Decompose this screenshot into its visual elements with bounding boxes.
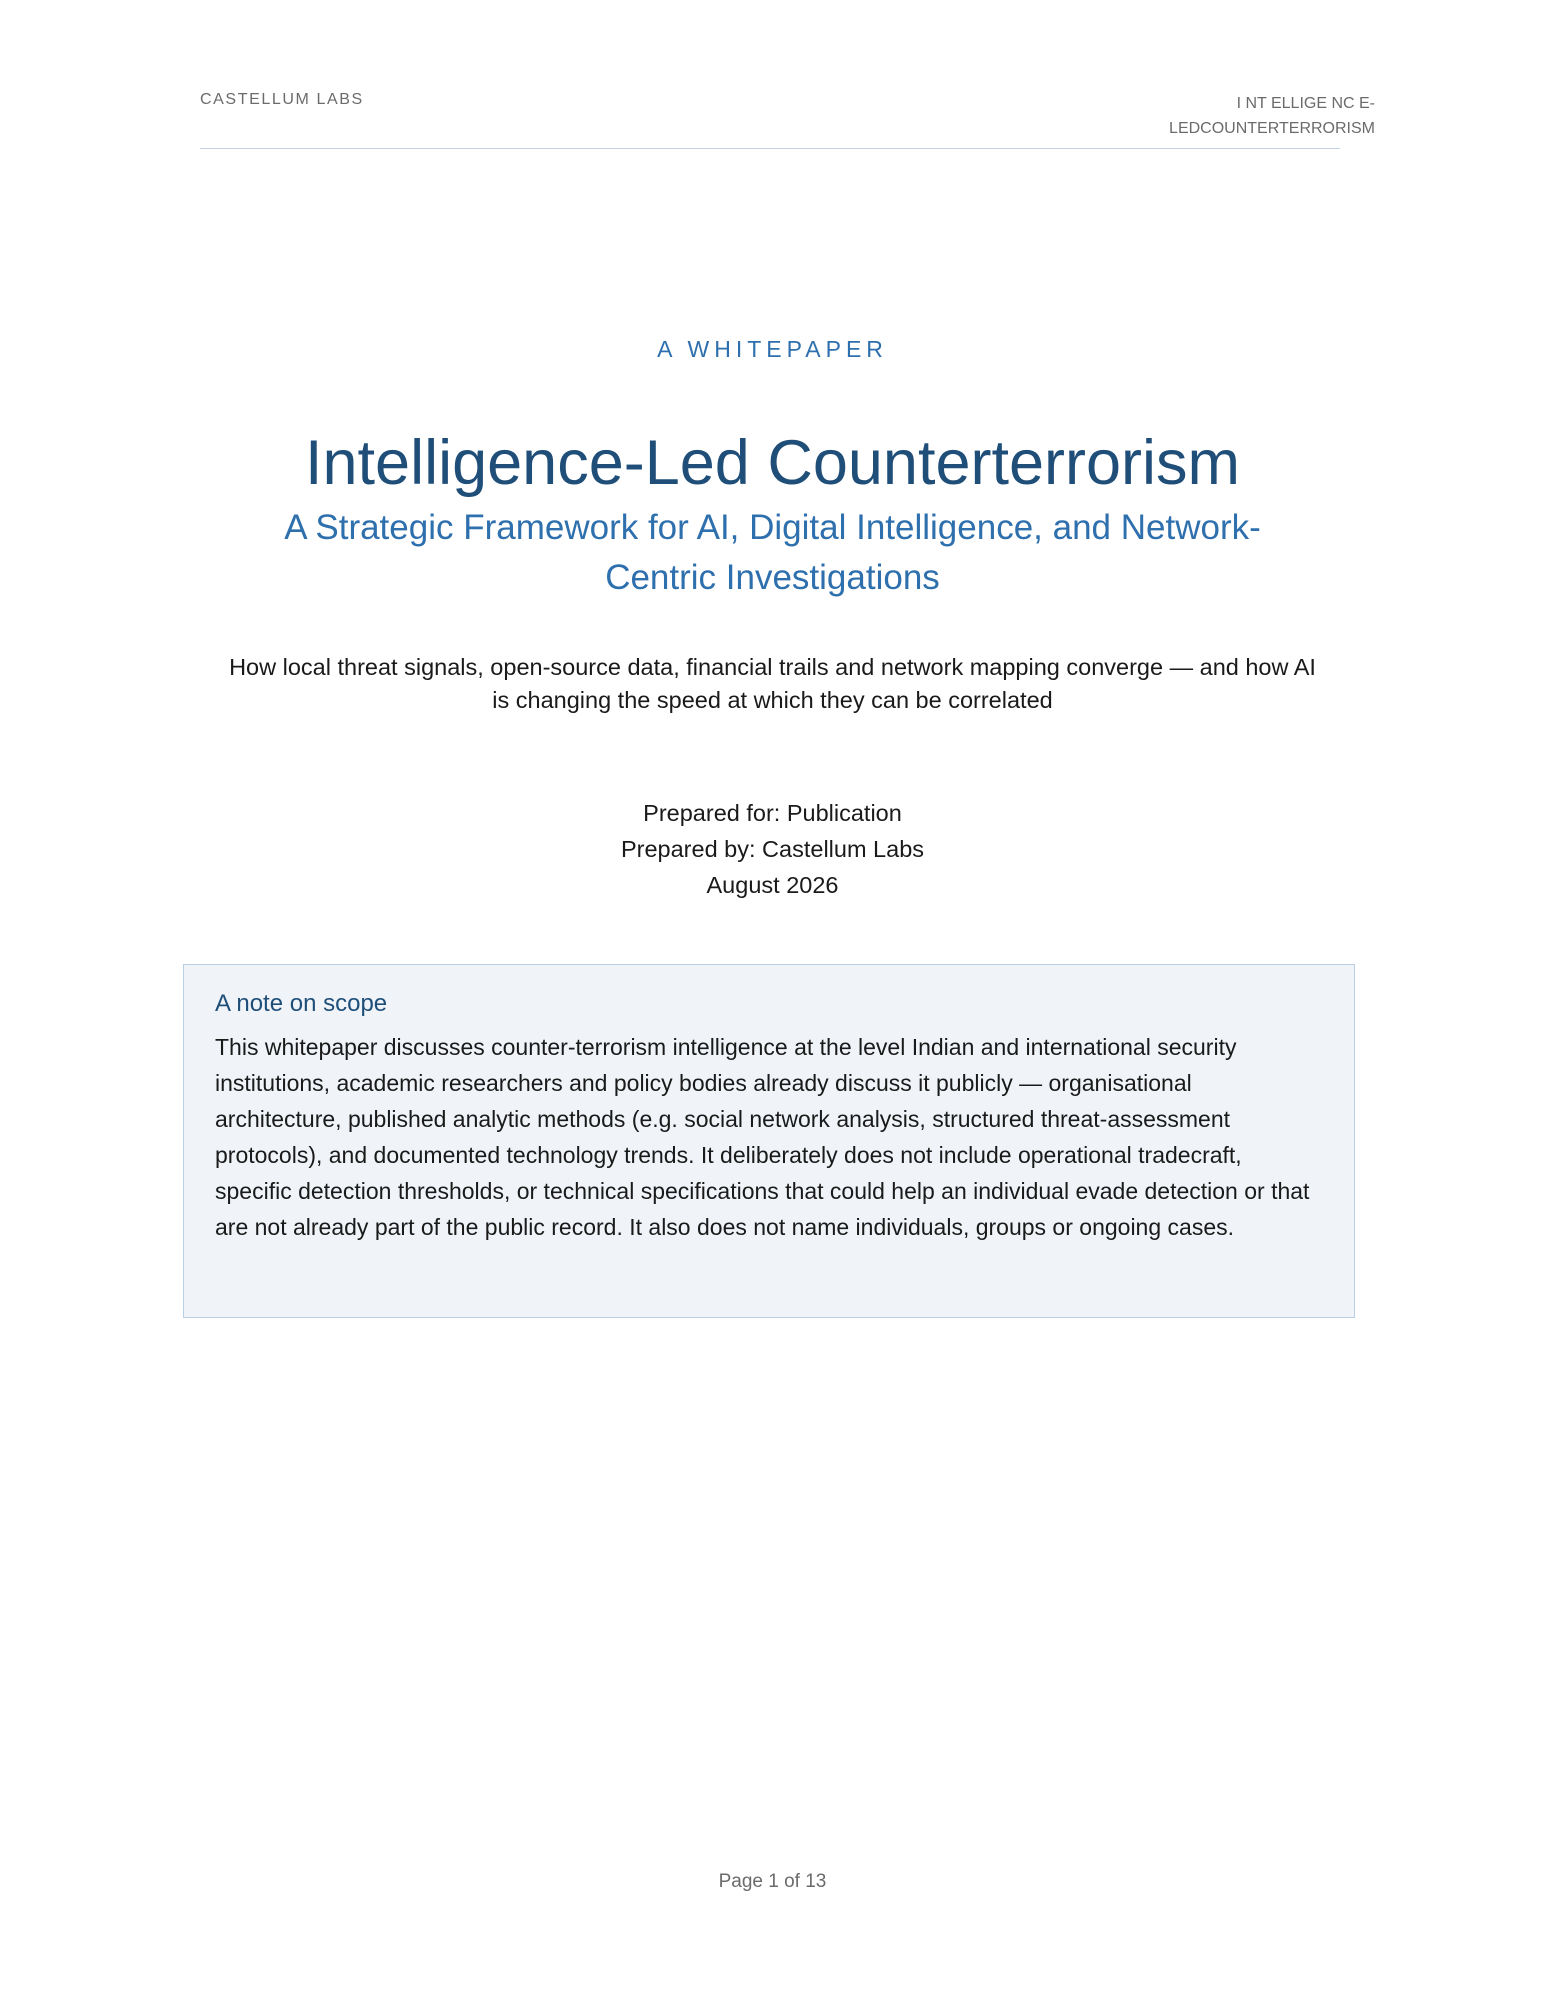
prepared-by: Prepared by: Castellum Labs	[620, 836, 925, 862]
scope-note-body: This whitepaper discusses counter-terrorism intelligence at the level Indian and international security institutions, academic researchers and policy bodies already discuss it publicly — organisational architecture, published analytic methods (e.g. social network analysis, structured threat-assessment protocols), and documented technology trends. It deliberately does not include operational tradecraft, specific detection thresholds, or technical specifications that could help an individual evade detection or that are not already part of the public record. It also does not name individuals, groups or ongoing cases.	[215, 1034, 1310, 1240]
document-type-label: A WHITEPAPER	[657, 336, 888, 362]
page-title: Intelligence-Led Counterterrorism	[305, 428, 1240, 498]
scope-note-box	[183, 964, 1355, 1318]
publication-date: August 2026	[706, 872, 839, 898]
tagline	[180, 651, 1365, 717]
header-running-title-line2: LEDCOUNTERTERRORISM	[1169, 120, 1375, 137]
header-running-title	[1115, 91, 1375, 141]
subtitle-line2: Centric Investigations	[605, 558, 940, 597]
preparation-details	[0, 795, 1545, 903]
subtitle-line1: A Strategic Framework for AI, Digital Intelligence, and Network-	[284, 508, 1261, 547]
header-running-title-line1: I NT ELLIGE NC E-	[1236, 95, 1375, 112]
header-org-name: CASTELLUM LABS	[200, 91, 364, 108]
tagline-line1: How local threat signals, open-source data, financial trails and network mapping converge — and how AI	[229, 654, 1316, 680]
scope-note-heading: A note on scope	[215, 990, 388, 1017]
prepared-for: Prepared for: Publication	[643, 800, 902, 826]
page-number: Page 1 of 13	[718, 1871, 827, 1892]
header-divider	[200, 148, 1340, 149]
page-subtitle	[240, 503, 1305, 603]
tagline-line2: is changing the speed at which they can be correlated	[492, 687, 1053, 713]
